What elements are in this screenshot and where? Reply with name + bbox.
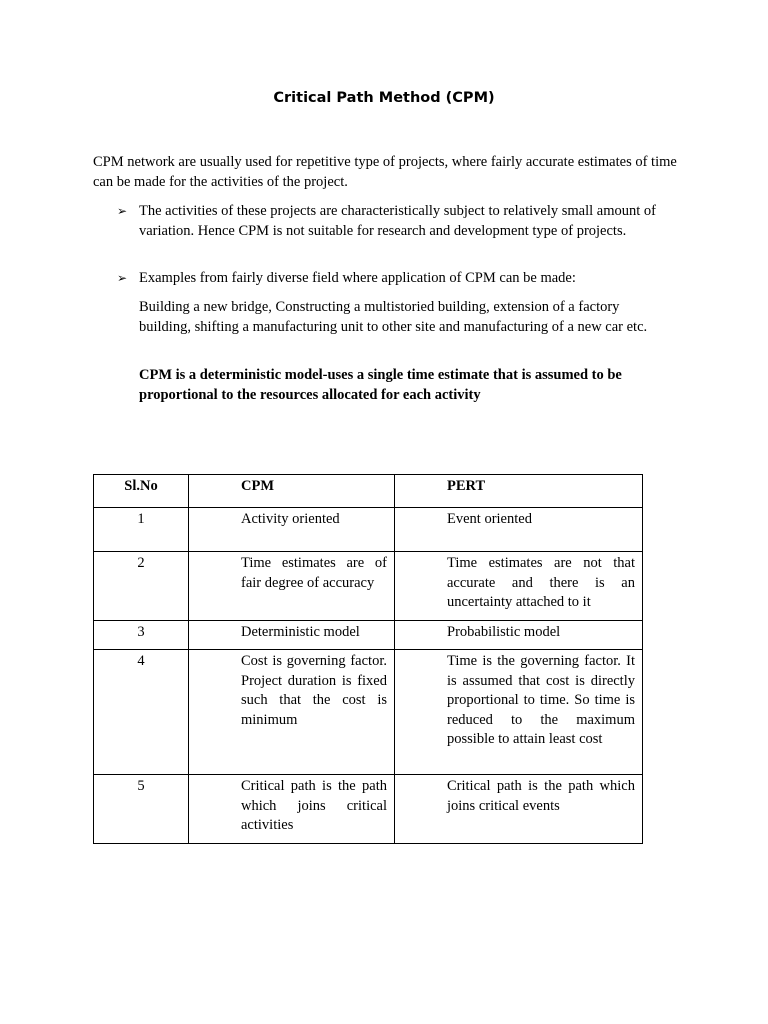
cell-sl-no: 1 — [94, 508, 189, 552]
table-row — [94, 621, 643, 650]
table-row — [94, 650, 643, 775]
comparison-table — [93, 474, 643, 844]
bullet-text: The activities of these projects are characteristically subject to relatively small amount of variation. Hence CPM is not suitable for research and development type of projects. — [139, 203, 656, 239]
table-row — [94, 775, 643, 844]
page-title: Critical Path Method (CPM) — [273, 90, 495, 106]
arrow-bullet-icon: ➢ — [117, 204, 128, 218]
cell-sl-no: 4 — [94, 650, 189, 775]
header-cpm: CPM — [189, 475, 395, 508]
header-pert: PERT — [395, 475, 643, 508]
cell-cpm: Critical path is the path which joins critical activities — [189, 775, 395, 844]
table-row — [94, 508, 643, 552]
cell-pert: Event oriented — [395, 508, 643, 552]
cell-cpm: Activity oriented — [189, 508, 395, 552]
cell-sl-no: 5 — [94, 775, 189, 844]
examples-paragraph: Building a new bridge, Constructing a multistoried building, extension of a factory building, shifting a manufacturing unit to other site and manufacturing of a new car etc. — [139, 299, 648, 335]
arrow-bullet-icon: ➢ — [117, 271, 128, 285]
cell-pert: Critical path is the path which joins critical events — [395, 775, 643, 844]
cell-cpm: Cost is governing factor. Project duration is fixed such that the cost is minimum — [189, 650, 395, 775]
cell-pert: Time is the governing factor. It is assumed that cost is directly proportional to time. So time is reduced to the maximum possible to attain least cost — [395, 650, 643, 775]
bullet-item — [117, 269, 683, 289]
table-row — [94, 552, 643, 621]
cell-sl-no: 2 — [94, 552, 189, 621]
cell-pert: Probabilistic model — [395, 621, 643, 650]
cell-pert: Time estimates are not that accurate and there is an uncertainty attached to it — [395, 552, 643, 621]
header-sl-no: Sl.No — [94, 475, 189, 508]
intro-paragraph: CPM network are usually used for repetitive type of projects, where fairly accurate estimates of time can be made for the activities of the project. — [93, 154, 677, 190]
cell-cpm: Time estimates are of fair degree of accuracy — [189, 552, 395, 621]
table-header-row — [94, 475, 643, 508]
cell-sl-no: 3 — [94, 621, 189, 650]
deterministic-note: CPM is a deterministic model-uses a single time estimate that is assumed to be proportional to the resources allocated for each activity — [139, 367, 622, 403]
cell-cpm: Deterministic model — [189, 621, 395, 650]
bullet-item — [117, 202, 683, 241]
bullet-text: Examples from fairly diverse field where application of CPM can be made: — [139, 270, 576, 286]
